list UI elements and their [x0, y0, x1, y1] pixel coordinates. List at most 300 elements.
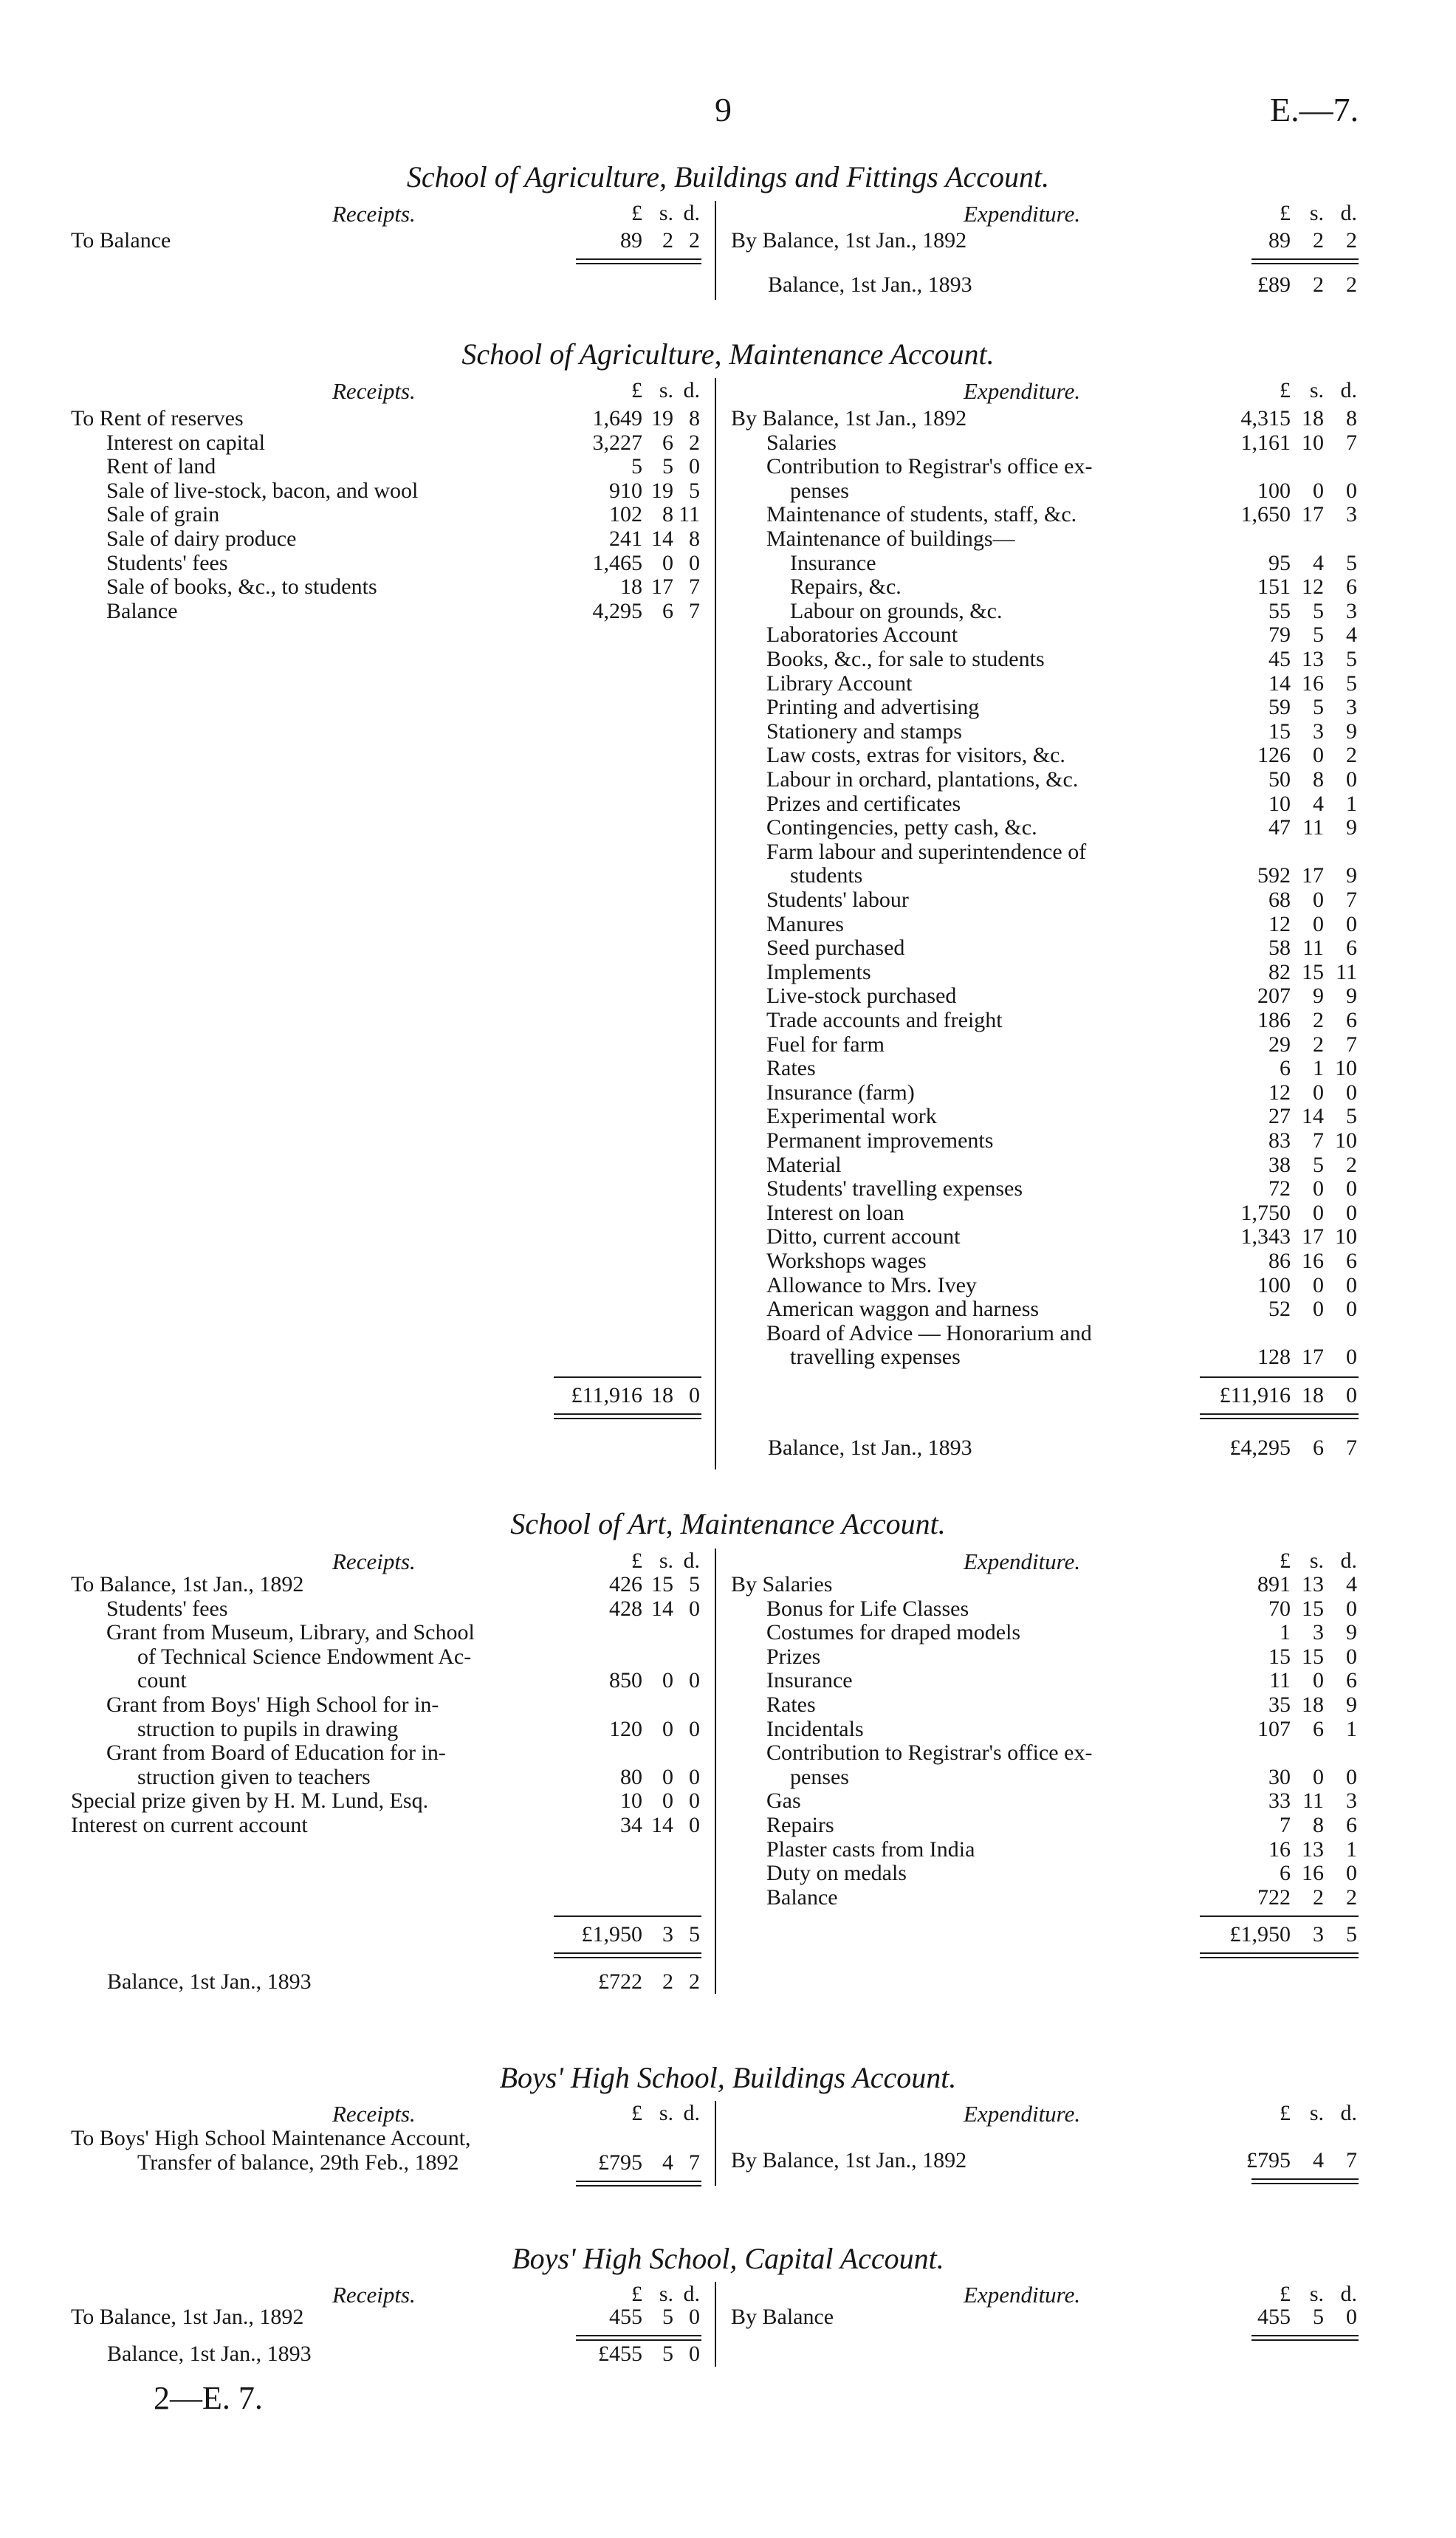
currency-heading-l: £	[1280, 1548, 1291, 1573]
amount-pounds: 1,161	[1240, 430, 1291, 455]
amount-pounds: 151	[1257, 575, 1291, 600]
item-label: Duty on medals	[766, 1861, 907, 1886]
currency-heading-d: d.	[683, 1548, 700, 1573]
amount-pounds: 592	[1257, 863, 1291, 888]
item-label: Prizes	[766, 1644, 821, 1669]
amount-pence: 0	[689, 454, 700, 479]
currency-heading-d: d.	[1340, 2101, 1357, 2125]
item-label: struction given to teachers	[137, 1764, 371, 1789]
amount-pounds: 722	[1257, 1884, 1291, 1910]
item-label: Contingencies, petty cash, &c.	[766, 815, 1037, 840]
amount-pence: 3	[1346, 502, 1357, 527]
amount-shillings: 4	[1313, 791, 1324, 816]
item-label: Insurance	[766, 1668, 853, 1693]
amount-pence: 9	[1346, 1692, 1357, 1717]
amount-shillings: 2	[1313, 1032, 1324, 1057]
amount-pounds: 910	[609, 478, 642, 503]
amount-shillings: 0	[1313, 743, 1324, 768]
amount-pence: 8	[689, 527, 700, 551]
amount-pounds: 3,227	[592, 430, 642, 455]
amount-shillings: 4	[1313, 550, 1324, 575]
amount-pence: 7	[689, 575, 700, 600]
total-rule	[576, 258, 701, 260]
item-label: Salaries	[766, 430, 837, 455]
account-title: Boys' High School, Capital Account.	[512, 2242, 944, 2275]
amount-shillings: 3	[1313, 1620, 1324, 1645]
amount-pounds: 891	[1257, 1572, 1291, 1596]
item-label: Maintenance of students, staff, &c.	[766, 502, 1077, 527]
amount-pence: 10	[1335, 1128, 1357, 1153]
amount-shillings: 15	[1302, 1596, 1324, 1621]
total-d: 0	[689, 1383, 700, 1407]
item-label: American waggon and harness	[766, 1297, 1040, 1322]
amount-pence: 7	[1346, 1032, 1357, 1057]
amount-pounds: 5	[631, 454, 642, 479]
currency-heading-d: d.	[683, 378, 700, 402]
amount-pounds: 128	[1257, 1345, 1291, 1370]
balance-d: 2	[1346, 272, 1357, 297]
balance-label: Balance, 1st Jan., 1893	[768, 272, 972, 297]
total-rule	[576, 263, 701, 264]
amount-pence: 6	[1346, 1813, 1357, 1837]
balance-l: £455	[598, 2342, 642, 2366]
amount-pounds: 47	[1268, 815, 1291, 840]
amount-shillings: 18	[1302, 1692, 1324, 1717]
item-label: Maintenance of buildings—	[766, 527, 1015, 551]
amount-shillings: 4	[662, 2150, 673, 2175]
amount-shillings: 5	[662, 454, 673, 479]
amount-pence: 9	[1346, 984, 1357, 1009]
item-label: Insurance	[790, 550, 876, 575]
amount-pounds: 27	[1268, 1104, 1291, 1129]
balance-s: 2	[1313, 272, 1324, 297]
amount-shillings: 0	[1313, 888, 1324, 912]
amount-pence: 11	[1336, 959, 1357, 984]
balance-d: 7	[1346, 1436, 1357, 1460]
total-rule	[1251, 258, 1359, 260]
currency-heading-d: d.	[1340, 201, 1357, 225]
currency-heading-d: d.	[1340, 378, 1357, 402]
amount-pounds: 1,465	[592, 550, 642, 575]
item-label: Rent of land	[106, 454, 216, 479]
amount-pounds: 30	[1268, 1764, 1291, 1789]
balance-label: Balance, 1st Jan., 1893	[107, 1969, 312, 1994]
amount-shillings: 0	[1313, 478, 1324, 503]
receipts-heading: Receipts.	[332, 1548, 416, 1574]
amount-pence: 0	[689, 1716, 700, 1741]
total-l: £11,916	[571, 1383, 642, 1407]
total-rule	[554, 1418, 701, 1419]
currency-heading-d: d.	[683, 2282, 700, 2306]
currency-heading-s: s.	[1309, 201, 1324, 225]
item-label: Grant from Board of Education for in-	[106, 1740, 446, 1766]
total-l: £1,950	[581, 1922, 642, 1947]
amount-shillings: 12	[1302, 575, 1324, 600]
amount-shillings: 10	[1302, 430, 1324, 455]
total-rule	[1251, 2183, 1359, 2184]
item-label: Permanent improvements	[766, 1128, 994, 1153]
amount-pence: 0	[1346, 1080, 1357, 1105]
total-d: 5	[1346, 1922, 1357, 1947]
item-label: By Balance, 1st Jan., 1892	[731, 228, 967, 253]
amount-shillings: 0	[1313, 911, 1324, 936]
amount-pounds: 59	[1268, 695, 1291, 720]
item-label: Balance	[766, 1884, 838, 1910]
amount-pence: 5	[1346, 550, 1357, 575]
total-d: 5	[689, 1922, 700, 1947]
amount-shillings: 5	[1313, 695, 1324, 720]
amount-pounds: 102	[609, 502, 642, 527]
currency-heading-s: s.	[1309, 1548, 1324, 1573]
expenditure-heading: Expenditure.	[964, 201, 1081, 227]
amount-shillings: 0	[1313, 1200, 1324, 1225]
item-label: To Balance	[71, 228, 171, 253]
item-label: Library Account	[766, 670, 913, 696]
amount-pence: 0	[1346, 1272, 1357, 1297]
item-label: By Balance	[731, 2305, 834, 2329]
total-rule	[1200, 1418, 1359, 1419]
amount-pounds: 428	[609, 1596, 642, 1621]
amount-pence: 2	[1346, 743, 1357, 768]
amount-pounds: 11	[1269, 1668, 1291, 1693]
item-label: Interest on capital	[106, 430, 265, 455]
subtotal-rule	[554, 1376, 701, 1378]
amount-pence: 1	[1346, 791, 1357, 816]
balance-l: £4,295	[1229, 1436, 1291, 1460]
balance-s: 6	[1313, 1436, 1324, 1460]
total-rule	[576, 2335, 701, 2336]
subtotal-rule	[1200, 1915, 1359, 1917]
amount-pounds: 86	[1268, 1249, 1291, 1273]
amount-pence: 4	[1346, 1572, 1357, 1596]
item-label: To Boys' High School Maintenance Account,	[71, 2126, 471, 2150]
amount-shillings: 0	[662, 1764, 673, 1789]
amount-pence: 0	[689, 1813, 700, 1837]
currency-heading-l: £	[1280, 201, 1291, 225]
amount-shillings: 11	[1302, 815, 1324, 840]
item-label: Students' labour	[766, 888, 909, 912]
item-label: Board of Advice — Honorarium and	[766, 1320, 1092, 1345]
amount-pounds: 850	[609, 1668, 642, 1693]
amount-pence: 0	[1346, 1644, 1357, 1669]
amount-pounds: 6	[1280, 1056, 1291, 1081]
item-label: travelling expenses	[790, 1345, 961, 1370]
item-label: Contribution to Registrar's office ex-	[766, 454, 1093, 479]
item-label: Students' travelling expenses	[766, 1176, 1023, 1201]
column-divider	[715, 1548, 716, 1994]
amount-pounds: 126	[1257, 743, 1291, 768]
amount-shillings: 17	[1302, 1345, 1324, 1370]
item-label: Printing and advertising	[766, 695, 980, 720]
column-divider	[715, 2282, 716, 2367]
currency-heading-l: £	[631, 201, 642, 225]
amount-pounds: 29	[1268, 1032, 1291, 1057]
currency-heading-l: £	[1280, 378, 1291, 402]
amount-shillings: 0	[1313, 1176, 1324, 1201]
amount-pounds: 68	[1268, 888, 1291, 912]
column-divider	[715, 201, 716, 300]
currency-heading-s: s.	[1309, 378, 1324, 402]
amount-pence: 0	[1346, 1176, 1357, 1201]
item-label: Sale of books, &c., to students	[106, 575, 377, 600]
amount-pence: 7	[1346, 2148, 1357, 2172]
total-rule	[1200, 1957, 1359, 1958]
amount-pounds: 100	[1257, 478, 1291, 503]
amount-pounds: 12	[1268, 1080, 1291, 1105]
amount-pounds: 34	[620, 1813, 642, 1837]
amount-pence: 6	[1346, 1008, 1357, 1032]
amount-pounds: 52	[1268, 1297, 1291, 1322]
amount-pounds: 79	[1268, 623, 1291, 648]
amount-shillings: 11	[1302, 936, 1324, 961]
amount-shillings: 2	[1313, 1884, 1324, 1910]
amount-pence: 0	[689, 1668, 700, 1693]
amount-pounds: 186	[1257, 1008, 1291, 1032]
total-rule	[1200, 1413, 1359, 1415]
item-label: To Balance, 1st Jan., 1892	[71, 1572, 304, 1596]
item-label: Prizes and certificates	[766, 791, 961, 816]
amount-pence: 2	[1346, 1884, 1357, 1910]
amount-shillings: 17	[1302, 502, 1324, 527]
expenditure-heading: Expenditure.	[964, 2101, 1081, 2127]
amount-shillings: 18	[1302, 406, 1324, 431]
amount-pounds: 50	[1268, 767, 1291, 792]
total-l: £1,950	[1229, 1922, 1291, 1947]
amount-shillings: 14	[651, 1813, 673, 1837]
amount-shillings: 13	[1302, 647, 1324, 671]
amount-shillings: 0	[662, 1668, 673, 1693]
item-label: By Balance, 1st Jan., 1892	[731, 406, 967, 431]
amount-pounds: 7	[1280, 1813, 1291, 1837]
total-rule	[576, 2181, 701, 2182]
item-label: Students' fees	[106, 1596, 228, 1621]
amount-shillings: 2	[662, 228, 673, 253]
amount-pounds: 1,649	[592, 406, 642, 431]
amount-shillings: 9	[1313, 984, 1324, 1009]
amount-pence: 6	[1346, 1668, 1357, 1693]
amount-shillings: 14	[651, 1596, 673, 1621]
item-label: penses	[790, 1764, 849, 1789]
total-rule	[576, 2185, 701, 2187]
amount-pence: 0	[1346, 911, 1357, 936]
amount-pence: 0	[1346, 2305, 1357, 2329]
amount-pounds: 426	[609, 1572, 642, 1596]
item-label: Live-stock purchased	[766, 984, 957, 1009]
amount-pounds: 33	[1268, 1788, 1291, 1814]
item-label: Costumes for draped models	[766, 1620, 1021, 1645]
item-label: Implements	[766, 959, 871, 984]
amount-shillings: 5	[1313, 2305, 1324, 2329]
item-label: Gas	[766, 1788, 801, 1814]
currency-heading-s: s.	[659, 378, 673, 402]
amount-pence: 1	[1346, 1716, 1357, 1741]
amount-pounds: 89	[1268, 228, 1291, 253]
amount-pence: 5	[689, 1572, 700, 1596]
amount-shillings: 17	[1302, 1224, 1324, 1249]
amount-pence: 5	[1346, 647, 1357, 671]
amount-pence: 0	[689, 550, 700, 575]
amount-pence: 9	[1346, 815, 1357, 840]
total-rule	[554, 1413, 701, 1415]
item-label: Trade accounts and freight	[766, 1008, 1003, 1032]
item-label: Farm labour and superintendence of	[766, 839, 1087, 864]
amount-pounds: 95	[1268, 550, 1291, 575]
amount-shillings: 0	[662, 1788, 673, 1814]
currency-heading-d: d.	[1340, 2282, 1357, 2306]
amount-pounds: £795	[1246, 2148, 1291, 2172]
amount-shillings: 16	[1302, 1249, 1324, 1273]
amount-pence: 0	[1346, 1596, 1357, 1621]
footer-signature: 2—E. 7.	[154, 2380, 263, 2416]
total-rule	[554, 1952, 701, 1954]
currency-heading-s: s.	[1309, 2282, 1324, 2306]
total-rule	[1200, 1952, 1359, 1954]
account-title: School of Agriculture, Buildings and Fittings Account.	[406, 160, 1050, 193]
total-rule	[554, 1957, 701, 1958]
total-s: 18	[651, 1383, 673, 1407]
amount-shillings: 7	[1313, 1128, 1324, 1153]
subtotal-rule	[1200, 1376, 1359, 1378]
amount-pence: 9	[1346, 1620, 1357, 1645]
amount-shillings: 16	[1302, 1861, 1324, 1886]
item-label: Material	[766, 1152, 842, 1177]
currency-heading-s: s.	[659, 2282, 673, 2306]
amount-pence: 0	[1346, 1297, 1357, 1322]
amount-pence: 6	[1346, 1249, 1357, 1273]
currency-heading-l: £	[1280, 2282, 1291, 2306]
expenditure-heading: Expenditure.	[964, 2282, 1081, 2308]
amount-shillings: 4	[1313, 2148, 1324, 2172]
account-title: School of Art, Maintenance Account.	[510, 1507, 946, 1540]
item-label: Rates	[766, 1056, 816, 1081]
page-ref: E.—7.	[1270, 91, 1359, 128]
item-label: Books, &c., for sale to students	[766, 647, 1045, 671]
amount-shillings: 2	[1313, 228, 1324, 253]
amount-pence: 7	[689, 598, 700, 623]
amount-pence: 2	[689, 430, 700, 455]
amount-pence: 10	[1335, 1224, 1357, 1249]
amount-pounds: 12	[1268, 911, 1291, 936]
total-rule	[1251, 2335, 1359, 2336]
expenditure-heading: Expenditure.	[964, 378, 1081, 404]
amount-pence: 3	[1346, 598, 1357, 623]
currency-heading-d: d.	[1340, 1548, 1357, 1573]
amount-pence: 7	[689, 2150, 700, 2175]
item-label: Repairs	[766, 1813, 834, 1837]
column-divider	[715, 378, 716, 1469]
amount-shillings: 13	[1302, 1836, 1324, 1862]
amount-pence: 2	[689, 228, 700, 253]
currency-heading-l: £	[1280, 2101, 1291, 2125]
amount-pence: 0	[1346, 767, 1357, 792]
currency-heading-l: £	[631, 2101, 642, 2125]
item-label: count	[137, 1668, 187, 1693]
amount-shillings: 5	[1313, 623, 1324, 648]
amount-pence: 7	[1346, 430, 1357, 455]
currency-heading-s: s.	[1309, 2101, 1324, 2125]
amount-pence: 7	[1346, 888, 1357, 912]
item-label: Grant from Museum, Library, and School	[106, 1620, 475, 1645]
total-s: 3	[662, 1922, 673, 1947]
amount-pence: 0	[1346, 478, 1357, 503]
item-label: Manures	[766, 911, 844, 936]
item-label: Contribution to Registrar's office ex-	[766, 1740, 1093, 1766]
amount-shillings: 6	[1313, 1716, 1324, 1741]
currency-heading-l: £	[631, 378, 642, 402]
amount-pounds: 120	[609, 1716, 642, 1741]
amount-pounds: 6	[1280, 1861, 1291, 1886]
item-label: Labour in orchard, plantations, &c.	[766, 767, 1079, 792]
amount-pounds: 80	[620, 1764, 642, 1789]
amount-pounds: 4,295	[592, 598, 642, 623]
amount-pence: 2	[1346, 228, 1357, 253]
amount-shillings: 0	[1313, 1668, 1324, 1693]
amount-pence: 3	[1346, 695, 1357, 720]
currency-heading-d: d.	[683, 2101, 700, 2125]
expenditure-heading: Expenditure.	[964, 1548, 1081, 1574]
amount-pounds: 83	[1268, 1128, 1291, 1153]
item-label: Transfer of balance, 29th Feb., 1892	[137, 2150, 459, 2175]
item-label: students	[790, 863, 863, 888]
item-label: Students' fees	[106, 550, 228, 575]
amount-pence: 5	[1346, 670, 1357, 696]
amount-pounds: 207	[1257, 984, 1291, 1009]
amount-shillings: 15	[1302, 1644, 1324, 1669]
amount-pence: 0	[1346, 1764, 1357, 1789]
item-label: Repairs, &c.	[790, 575, 902, 600]
amount-shillings: 0	[662, 550, 673, 575]
total-rule	[1251, 263, 1359, 264]
receipts-heading: Receipts.	[332, 2101, 416, 2127]
amount-shillings: 8	[1313, 1813, 1324, 1837]
amount-pence: 4	[1346, 623, 1357, 648]
item-label: Fuel for farm	[766, 1032, 885, 1057]
item-label: Plaster casts from India	[766, 1836, 975, 1862]
amount-pounds: 16	[1268, 1836, 1291, 1862]
amount-pence: 8	[1346, 406, 1357, 431]
amount-shillings: 0	[1313, 1764, 1324, 1789]
item-label: Sale of dairy produce	[106, 527, 297, 551]
item-label: Interest on current account	[71, 1813, 308, 1837]
balance-l: £722	[598, 1969, 642, 1994]
amount-shillings: 19	[651, 406, 673, 431]
amount-pence: 9	[1346, 718, 1357, 744]
amount-pounds: 45	[1268, 647, 1291, 671]
amount-pounds: 241	[609, 527, 642, 551]
amount-shillings: 11	[1302, 1788, 1324, 1814]
amount-pence: 0	[689, 2305, 700, 2329]
amount-shillings: 6	[662, 598, 673, 623]
amount-shillings: 15	[651, 1572, 673, 1596]
amount-shillings: 16	[1302, 670, 1324, 696]
balance-l: £89	[1257, 272, 1291, 297]
currency-heading-d: d.	[683, 201, 700, 225]
amount-shillings: 17	[1302, 863, 1324, 888]
receipts-heading: Receipts.	[332, 201, 416, 227]
amount-pence: 1	[1346, 1836, 1357, 1862]
amount-pounds: 15	[1268, 1644, 1291, 1669]
amount-pounds: 58	[1268, 936, 1291, 961]
amount-pounds: 107	[1257, 1716, 1291, 1741]
total-rule	[576, 2339, 701, 2341]
item-label: Rates	[766, 1692, 816, 1717]
amount-pence: 8	[689, 406, 700, 431]
amount-pence: 0	[689, 1596, 700, 1621]
amount-pounds: 1,650	[1240, 502, 1291, 527]
total-d: 0	[1346, 1383, 1357, 1407]
amount-shillings: 6	[662, 430, 673, 455]
amount-pence: 6	[1346, 575, 1357, 600]
